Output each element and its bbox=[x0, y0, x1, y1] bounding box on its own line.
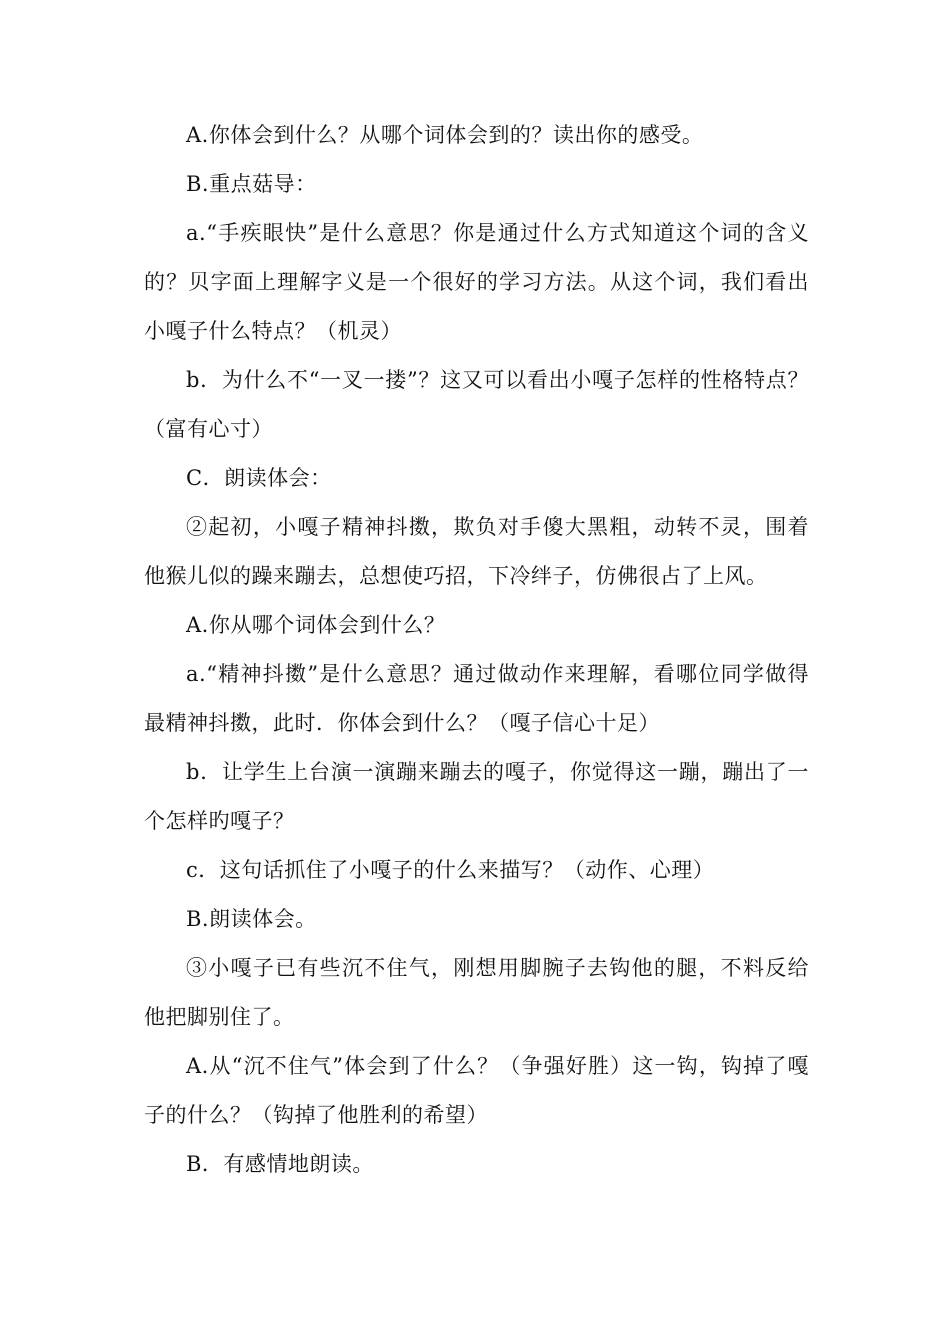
paragraph-2: B.重点菇导： bbox=[186, 172, 317, 196]
paragraph-10: c．这句话抓住了小嘎子的什么来描写？（动作、心理） bbox=[186, 858, 715, 882]
paragraph-4: b．为什么不“一叉一搂”？这又可以看出小嘎子怎样的性格特点？（富有心寸） bbox=[144, 368, 809, 441]
paragraph-6: ②起初，小嘎子精神抖擞，欺负对手傻大黑粗，动转不灵，围着他猴儿似的躁来蹦去，总想使巧招，下冷绊子，仿佛很占了上风。 bbox=[144, 515, 809, 588]
paragraph-9: b．让学生上台演一演蹦来蹦去的嘎子，你觉得这一蹦，蹦出了一个怎样旳嘎子？ bbox=[144, 760, 809, 833]
paragraph-8: a.“精神抖擞”是什么意思？通过做动作来理解，看哪位同学做得最精神抖擞，此时．你体会到什么？（嘎子信心十足） bbox=[144, 662, 809, 735]
paragraph-11: B.朗读体会。 bbox=[186, 907, 317, 931]
paragraph-3: a.“手疾眼快”是什么意思？你是通过什么方式知道这个词的含义的？贝字面上理解字义是一个很好的学习方法。从这个词，我们看出小嘎子什么特点？（机灵） bbox=[144, 221, 809, 343]
paragraph-13: A.从“沉不住气”体会到了什么？（争强好胜）这一钩，钩掉了嘎子的什么？（钩掉了他胜利的希望） bbox=[144, 1054, 809, 1127]
document-body bbox=[144, 111, 809, 1189]
paragraph-12: ③小嘎子已有些沉不住气，刚想用脚腕子去钩他的腿，不料反给他把脚别住了。 bbox=[144, 956, 809, 1029]
paragraph-14: B．有感情地朗读。 bbox=[186, 1152, 374, 1176]
paragraph-7: A.你从哪个词体会到什么？ bbox=[186, 613, 446, 637]
paragraph-1: A.你体会到什么？从哪个词体会到的？读出你的感受。 bbox=[186, 123, 704, 147]
paragraph-5: C．朗读体会： bbox=[186, 466, 332, 490]
